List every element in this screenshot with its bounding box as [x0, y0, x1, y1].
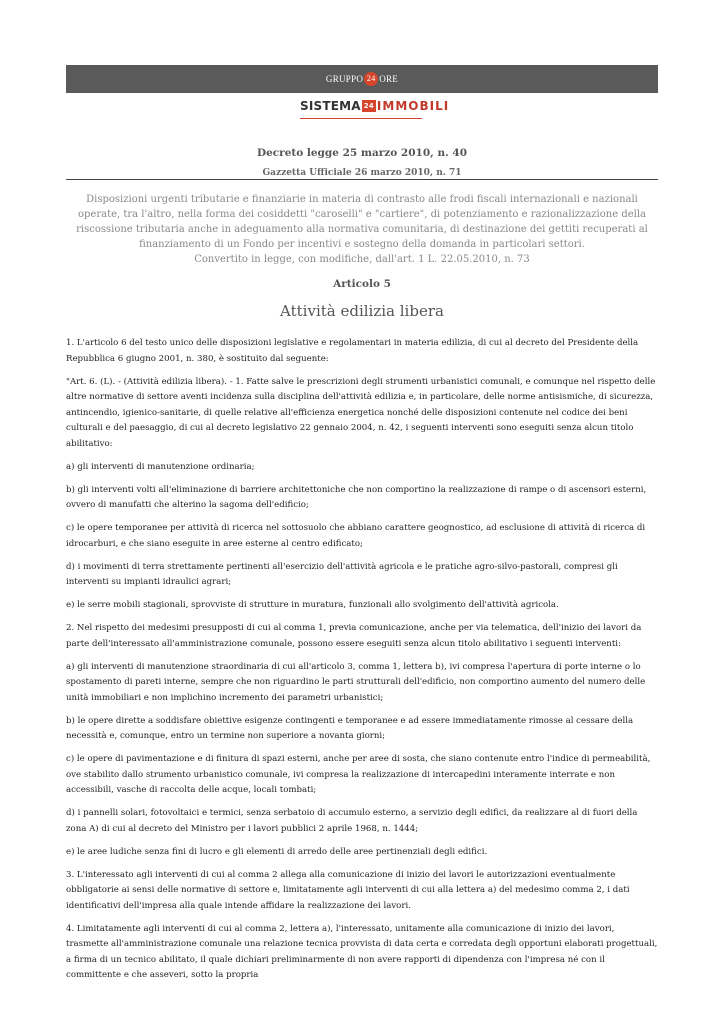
- paragraph: c) le opere di pavimentazione e di finitura di spazi esterni, anche per aree di sosta, che siano contenute entro l'indice di permeabilità, ove stabilito dallo strumento urbanistico comunale, ivi compresa la realizzazione di intercapedini interamente interrate e non accessibili, vasche di raccolta delle acque, locali tombati;: [66, 754, 651, 795]
- logo-text-right: ORE: [379, 74, 399, 84]
- decree-description: [70, 192, 654, 267]
- brand-underline: [300, 118, 422, 119]
- article-body: [66, 336, 658, 991]
- brand-text-left: SISTEMA: [300, 99, 361, 113]
- paragraph: d) i pannelli solari, fotovoltaici e termici, senza serbatoio di accumulo esterno, a servizio degli edifici, da realizzare al di fuori della zona A) di cui al decreto del Ministro per i lavori pubblici 2 aprile 1968, n. 1444;: [66, 808, 638, 834]
- article-number: Articolo 5: [333, 278, 391, 290]
- divider: [66, 179, 658, 180]
- paragraph: a) gli interventi di manutenzione ordinaria;: [66, 461, 255, 472]
- sistema-immobili-logo: [300, 96, 449, 116]
- paragraph: 4. Limitatamente agli interventi di cui al comma 2, lettera a), l'interessato, unitamente alla comunicazione di inizio dei lavori, trasmette all'amministrazione comunale una relazione tecnica provvista di data certa e corredata degli opportuni elaborati progettuali, a firma di un tecnico abilitato, il quale dichiari preliminarmente di non avere rapporti di dipendenza con l'impresa né con il committente e che asseveri, sotto la propria: [66, 923, 658, 980]
- intro-text: Disposizioni urgenti tributarie e finanziarie in materia di contrasto alle frodi fiscali internazionali e nazionali operate, tra l'altro, nella forma dei cosiddetti "caroselli" e "cartiere", di potenziamento e razionalizzazione della riscossione tributaria anche in adeguamento alla normativa comunitaria, di destinazione dei gettiti recuperati al finanziamento di un Fondo per incentivi e sostegno della domanda in particolari settori.: [76, 194, 648, 250]
- brand-box-number: 24: [363, 102, 374, 110]
- gruppo-24-ore-logo: [326, 72, 398, 86]
- logo-circle-number: 24: [364, 72, 378, 86]
- paragraph: b) le opere dirette a soddisfare obiettive esigenze contingenti e temporanee e ad essere immediatamente rimosse al cessare della necessità e, comunque, entro un termine non superiore a novanta giorni;: [66, 715, 634, 741]
- decree-title: Decreto legge 25 marzo 2010, n. 40: [256, 147, 467, 159]
- paragraph: 1. L'articolo 6 del testo unico delle disposizioni legislative e regolamentari in materia edilizia, di cui al decreto del Presidente della Repubblica 6 giugno 2001, n. 380, è sostituito dal seguente:: [66, 338, 639, 364]
- brand-text-right: IMMOBILI: [376, 99, 450, 113]
- paragraph: e) le aree ludiche senza fini di lucro e gli elementi di arredo delle aree pertinenziali degli edifici.: [66, 846, 488, 857]
- paragraph: e) le serre mobili stagionali, sprovviste di strutture in muratura, funzionali allo svolgimento dell'attività agricola.: [66, 600, 559, 610]
- paragraph: 2. Nel rispetto dei medesimi presupposti di cui al comma 1, previa comunicazione, anche per via telematica, dell'inizio dei lavori da parte dell'interessato all'amministrazione comunale, possono essere eseguiti senza alcun titolo abilitativo i seguenti interventi:: [66, 623, 642, 649]
- paragraph: d) i movimenti di terra strettamente pertinenti all'esercizio dell'attività agricola e le pratiche agro-silvo-pastorali, compresi gli interventi su impianti idraulici agrari;: [66, 561, 618, 587]
- logo-text-left: GRUPPO: [325, 74, 364, 84]
- header-bar: [66, 65, 658, 93]
- conversion-note: Convertito in legge, con modifiche, dall'art. 1 L. 22.05.2010, n. 73: [194, 254, 530, 265]
- paragraph: a) gli interventi di manutenzione straordinaria di cui all'articolo 3, comma 1, lettera b), ivi compresa l'apertura di porte interne o lo spostamento di pareti interne, sempre che non riguardino le parti strutturali dell'edificio, non comportino aumento del numero delle unità immobiliari e non implichino incremento dei parametri urbanistici;: [66, 661, 646, 703]
- paragraph: "Art. 6. (L). - (Attività edilizia libera). - 1. Fatte salve le prescrizioni degli strumenti urbanistici comunali, e comunque nel rispetto delle altre normative di settore aventi incidenza sulla disciplina dell'attività edilizia e, in particolare, delle norme antisismiche, di sicurezza, antincendio, igienico-sanitarie, di quelle relative all'efficienza energetica nonché delle disposizioni contenute nel codice dei beni culturali e del paesaggio, di cui al decreto legislativo 22 gennaio 2004, n. 42, i seguenti interventi sono eseguiti senza alcun titolo abilitativo:: [66, 376, 656, 449]
- gazette-reference: Gazzetta Ufficiale 26 marzo 2010, n. 71: [262, 168, 462, 178]
- article-title: Attività edilizia libera: [280, 302, 444, 320]
- paragraph: 3. L'interessato agli interventi di cui al comma 2 allega alla comunicazione di inizio dei lavori le autorizzazioni eventualmente obbligatorie ai sensi delle normative di settore e, limitatamente agli interventi di cui alla lettera a) del medesimo comma 2, i dati identificativi dell'impresa alla quale intende affidare la realizzazione dei lavori.: [66, 869, 630, 911]
- paragraph: b) gli interventi volti all'eliminazione di barriere architettoniche che non comportino la realizzazione di rampe o di ascensori esterni, ovvero di manufatti che alterino la sagoma dell'edificio;: [66, 484, 647, 510]
- paragraph: c) le opere temporanee per attività di ricerca nel sottosuolo che abbiano carattere geognostico, ad esclusione di attività di ricerca di idrocarburi, e che siano eseguite in aree esterne al centro edificato;: [66, 523, 646, 549]
